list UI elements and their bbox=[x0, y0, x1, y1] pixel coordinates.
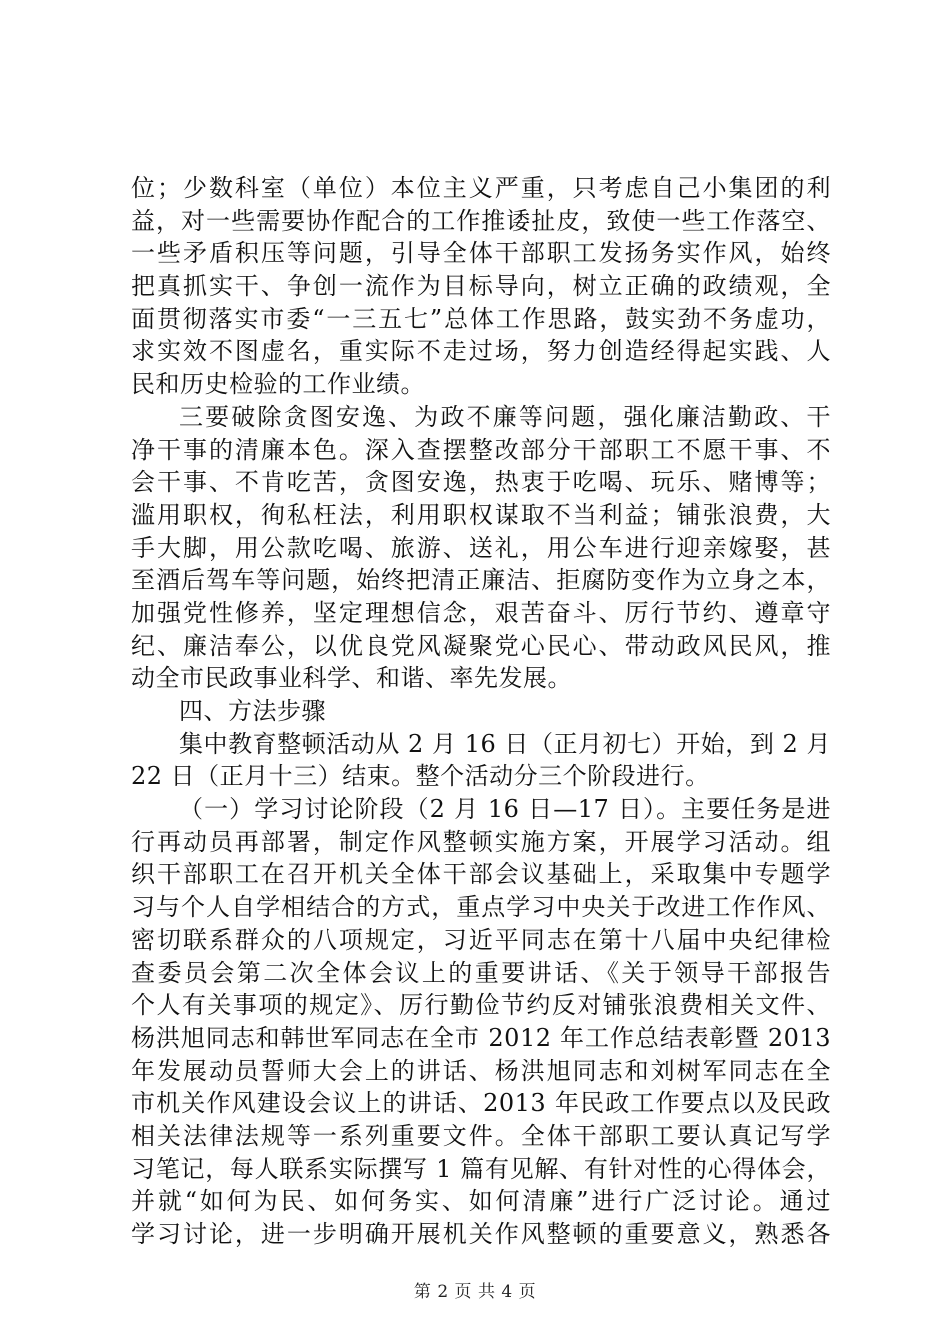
text-line: 纪、廉洁奉公，以优良党风凝聚党心民心、带动政风民风，推 bbox=[131, 631, 831, 660]
text-line: 益，对一些需要协作配合的工作推诿扯皮，致使一些工作落空、 bbox=[131, 206, 831, 235]
text-line: 加强党性修养，坚定理想信念，艰苦奋斗、厉行节约、遵章守 bbox=[131, 598, 831, 627]
text-line: 把真抓实干、争创一流作为目标导向，树立正确的政绩观，全 bbox=[131, 272, 831, 301]
text-line: 三要破除贪图安逸、为政不廉等问题，强化廉洁勤政、干 bbox=[179, 402, 831, 431]
text-line: 年发展动员誓师大会上的讲话、杨洪旭同志和刘树军同志在全 bbox=[131, 1056, 831, 1085]
text-line: 习笔记，每人联系实际撰写 1 篇有见解、有针对性的心得体会， bbox=[131, 1154, 831, 1183]
text-line: 相关法律法规等一系列重要文件。全体干部职工要认真记写学 bbox=[131, 1121, 831, 1150]
section-heading: 四、方法步骤 bbox=[179, 697, 326, 725]
text-line: 行再动员再部署，制定作风整顿实施方案，开展学习活动。组 bbox=[131, 827, 831, 856]
text-line: 集中教育整顿活动从 2 月 16 日（正月初七）开始，到 2 月 bbox=[179, 729, 831, 758]
text-line: 22 日（正月十三）结束。整个活动分三个阶段进行。 bbox=[131, 762, 710, 791]
text-line: 杨洪旭同志和韩世军同志在全市 2012 年工作总结表彰暨 2013 bbox=[131, 1023, 831, 1052]
text-line: 密切联系群众的八项规定，习近平同志在第十八届中央纪律检 bbox=[131, 925, 831, 954]
text-line: 查委员会第二次全体会议上的重要讲话、《关于领导干部报告 bbox=[131, 958, 831, 987]
text-line: 学习讨论，进一步明确开展机关作风整顿的重要意义，熟悉各 bbox=[131, 1220, 831, 1248]
page-number-footer: 第 2 页 共 4 页 bbox=[413, 1282, 537, 1302]
text-line: 动全市民政事业科学、和谐、率先发展。 bbox=[131, 664, 572, 693]
text-line: 求实效不图虚名，重实际不走过场，努力创造经得起实践、人 bbox=[131, 337, 831, 366]
text-line: 滥用职权，徇私枉法，利用职权谋取不当利益；铺张浪费，大 bbox=[131, 500, 831, 529]
text-line: 市机关作风建设会议上的讲话、2013 年民政工作要点以及民政 bbox=[131, 1089, 831, 1118]
text-line: 习与个人自学相结合的方式，重点学习中央关于改进工作作风、 bbox=[131, 893, 831, 922]
text-line: 织干部职工在召开机关全体干部会议基础上，采取集中专题学 bbox=[131, 860, 831, 889]
text-line: 个人有关事项的规定》、厉行勤俭节约反对铺张浪费相关文件、 bbox=[131, 991, 831, 1020]
text-line: 一些矛盾积压等问题，引导全体干部职工发扬务实作风，始终 bbox=[131, 239, 831, 268]
text-line: 会干事、不肯吃苦，贪图安逸，热衷于吃喝、玩乐、赌博等； bbox=[131, 468, 831, 497]
text-line: 位；少数科室（单位）本位主义严重，只考虑自己小集团的利 bbox=[131, 174, 831, 202]
text-line: 至酒后驾车等问题，始终把清正廉洁、拒腐防变作为立身之本， bbox=[131, 566, 831, 595]
text-line: 净干事的清廉本色。深入查摆整改部分干部职工不愿干事、不 bbox=[131, 435, 831, 464]
text-line: 面贯彻落实市委“一三五七”总体工作思路，鼓实劲不务虚功， bbox=[131, 304, 831, 333]
text-line: 民和历史检验的工作业绩。 bbox=[131, 370, 425, 399]
body-text bbox=[131, 172, 831, 1251]
text-line: （一）学习讨论阶段（2 月 16 日—17 日）。主要任务是进 bbox=[179, 795, 831, 824]
text-line: 并就“如何为民、如何务实、如何清廉”进行广泛讨论。通过 bbox=[131, 1187, 831, 1216]
text-line: 手大脚，用公款吃喝、旅游、送礼，用公车进行迎亲嫁娶，甚 bbox=[131, 533, 831, 562]
